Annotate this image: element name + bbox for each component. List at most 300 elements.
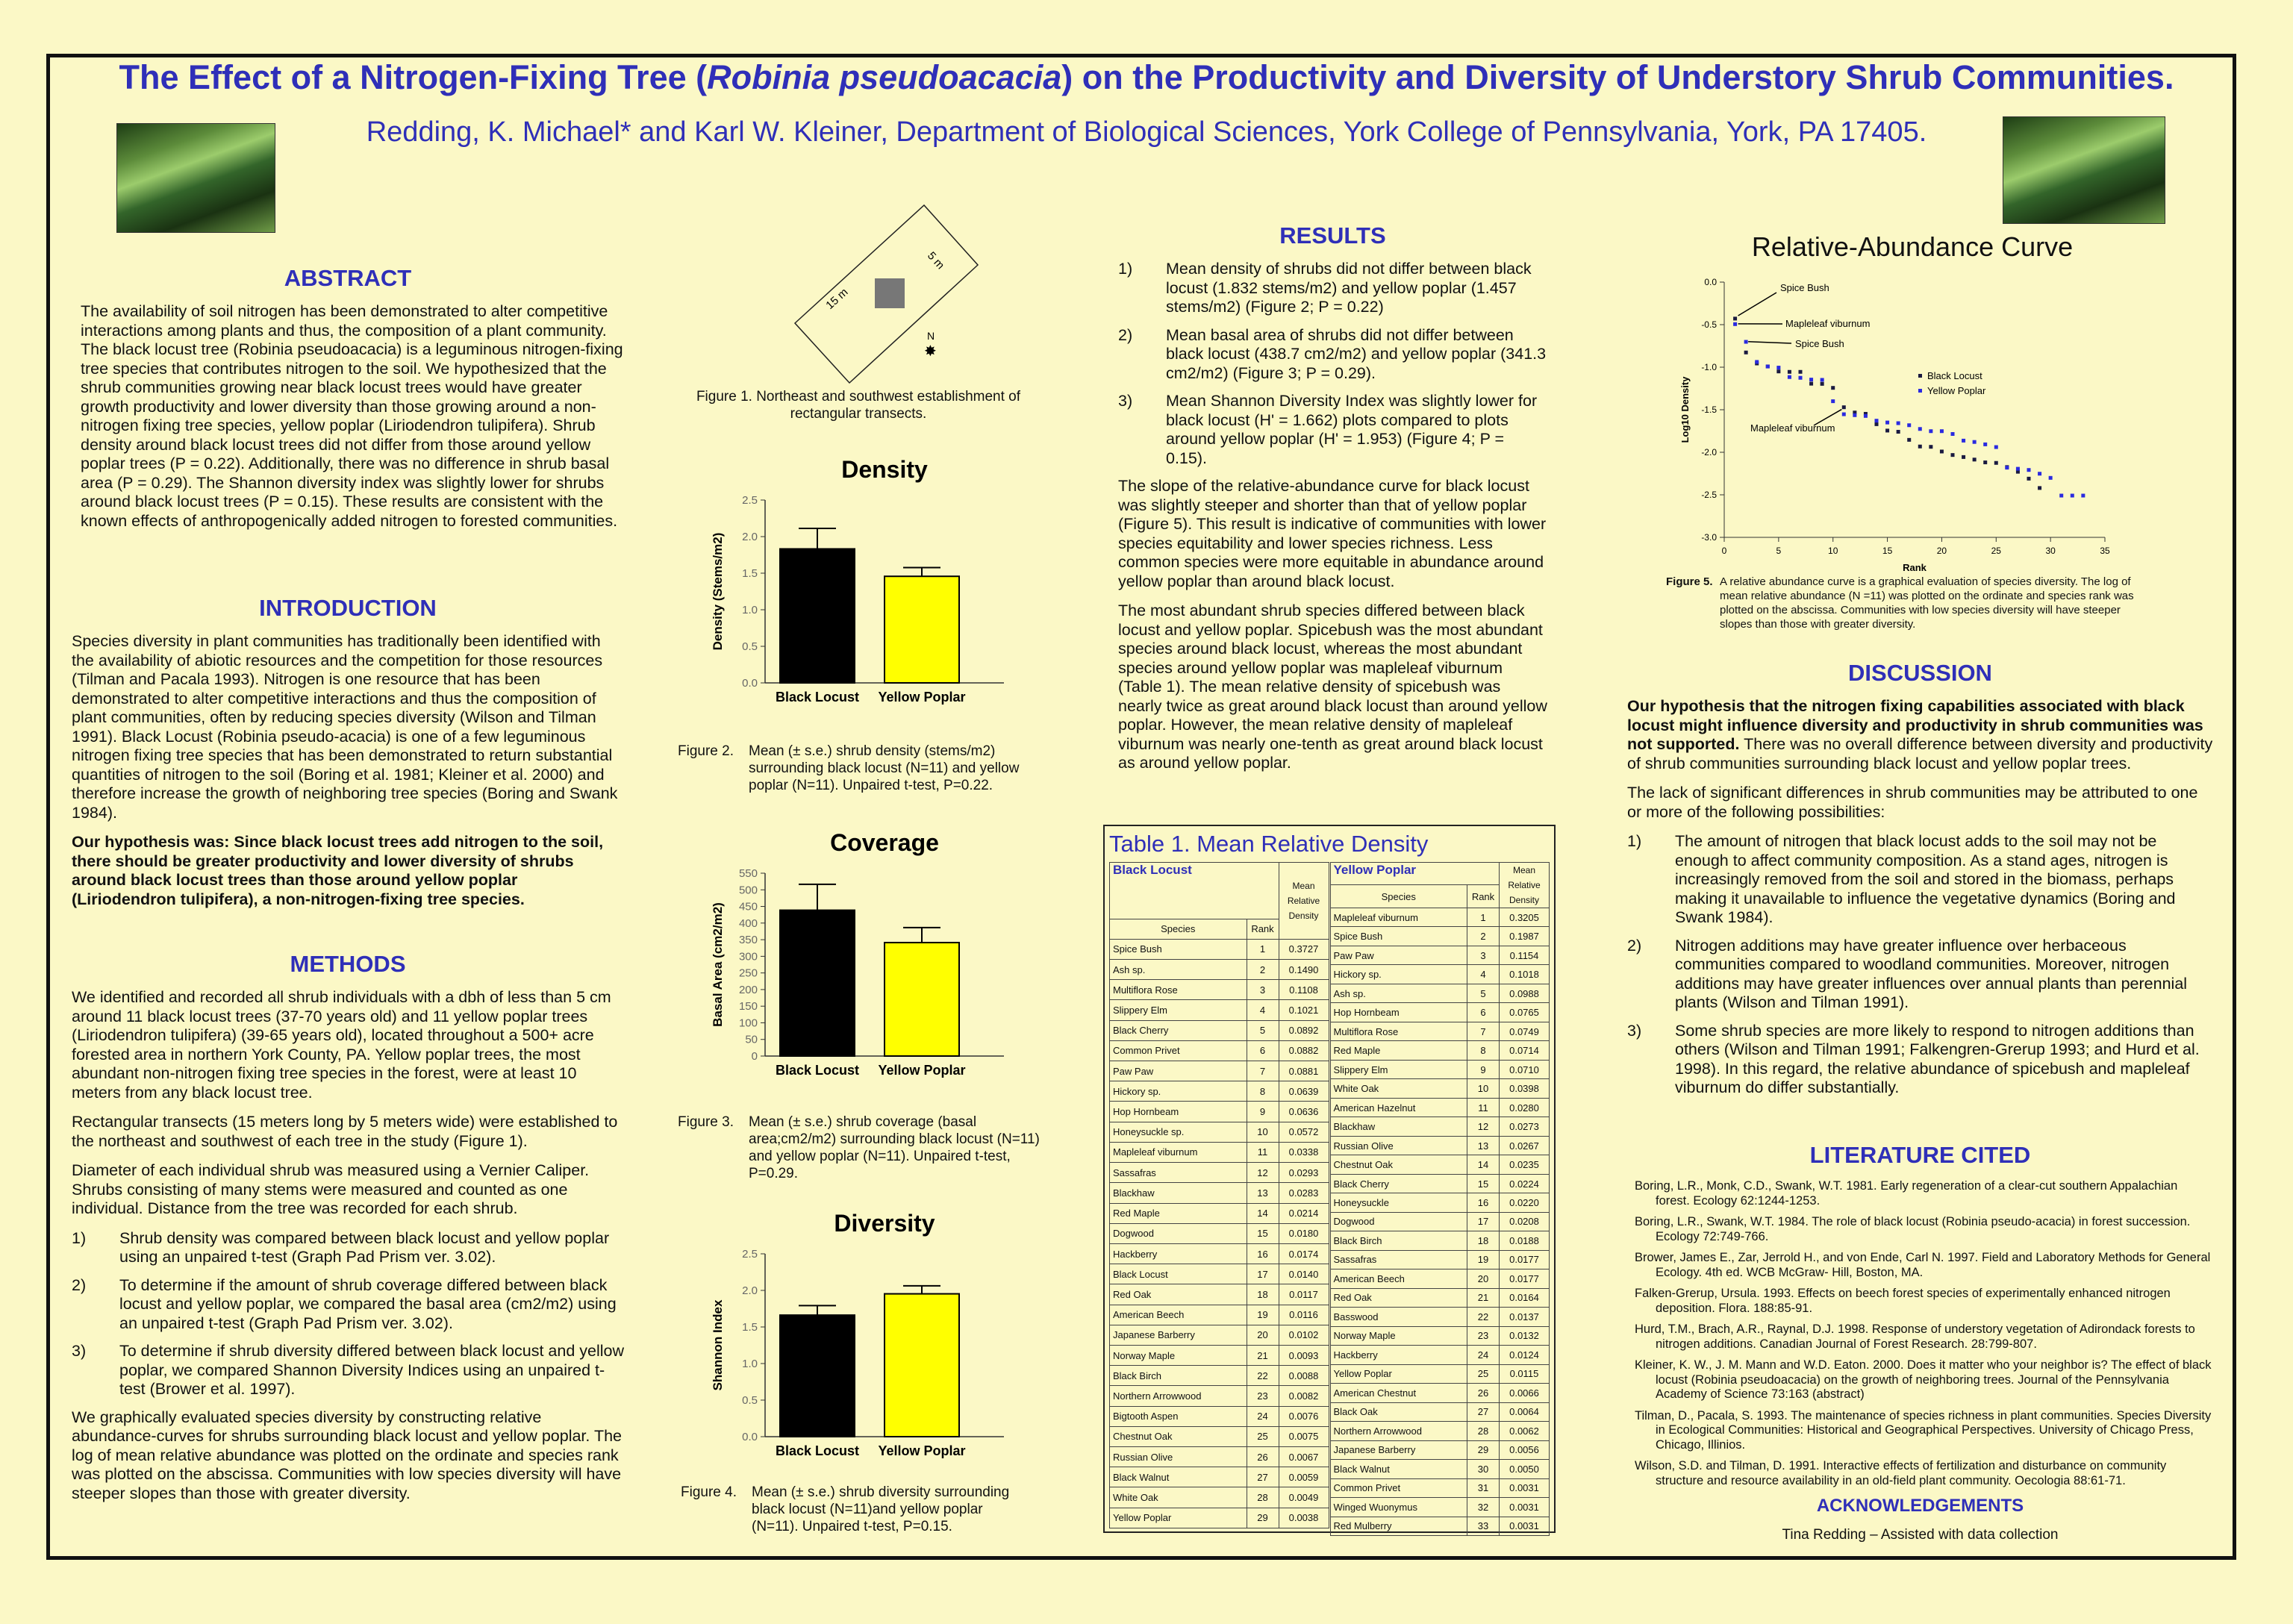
table-row [1330,1155,1550,1174]
table-row [1330,1117,1550,1136]
table-row [1110,1183,1329,1203]
data-point [1973,457,1977,461]
y-tick-label: 450 [738,900,758,914]
y-tick-label: 150 [738,1000,758,1014]
fig2-caption: Figure 2. Mean (± s.e.) shrub density (stems/m2) surrounding black locust (N=11) and yellow poplar (N=11). Unpaired t-test, P=0.22. [678,743,1020,793]
data-point [1940,449,1944,453]
density-cell: 0.0056 [1500,1440,1550,1459]
density-cell: 0.0293 [1279,1163,1329,1183]
density-cell: 0.1154 [1500,946,1550,964]
acknowledgements-text: Tina Redding – Assisted with data collection [1782,1527,2059,1543]
y-tick-label: 550 [738,867,758,880]
density-cell: 0.0067 [1279,1446,1329,1467]
data-point [1788,375,1791,379]
rank-cell: 18 [1467,1231,1500,1250]
species-cell: White Oak [1110,1487,1247,1508]
reference-item: Wilson, S.D. and Tilman, D. 1991. Interactive effects of fertilization and disturbance on community structure and resource availability in an old-field plant community. Oecologia 88:61-71. [1635,1459,2167,1487]
table-row [1330,1460,1550,1478]
table-row [1110,1426,1329,1446]
y-tick-label: 2.5 [742,494,758,507]
rank-cell: 12 [1467,1117,1500,1136]
density-cell: 0.0636 [1279,1102,1329,1122]
density-cell: 0.0076 [1279,1406,1329,1426]
table-row [1110,1406,1329,1426]
rank-cell: 6 [1467,1003,1500,1022]
chart-title: Coverage [830,829,939,856]
density-cell: 0.3205 [1500,908,1550,927]
x-tick-label: 30 [2045,546,2056,556]
species-cell: Black Cherry [1330,1174,1467,1193]
rank-cell: 18 [1247,1284,1279,1305]
species-cell: Japanese Barberry [1110,1325,1247,1345]
density-cell: 0.1018 [1500,965,1550,984]
rank-cell: 2 [1467,927,1500,946]
density-cell: 0.0749 [1500,1022,1550,1040]
y-tick-label: -1.5 [1701,405,1717,415]
species-cell: Hop Hornbeam [1110,1102,1247,1122]
table-row [1330,1326,1550,1345]
species-cell: Hackberry [1330,1346,1467,1364]
bar [780,549,855,683]
forest-photo-left [116,123,275,233]
table-row [1110,1467,1329,1487]
results-item: 3) Mean Shannon Diversity Index was slightly lower for black locust (H' = 1.662) plots compared to plots around yellow poplar (H' = 1.953) (Figure 4; P = 0.15). [1118,392,1538,467]
abstract-section [72,265,624,531]
results-p1: The slope of the relative-abundance curve for black locust was slightly steeper and shorter than that of yellow poplar (Figure 5). This result is indicative of communities with lower species equitability and lower species richness. Less common species were more equitable in abundance around yellow poplar than around black locust. [1118,477,1547,590]
table-row [1330,1041,1550,1060]
discussion-item: 3) Some shrub species are more likely to respond to nitrogen additions than others (Wilson and Tilman 1991; Falkengren-Grerup 1993; and Hurd et al. 1998). In this regard, the relative abundance of spicebush and mapleleaf viburnum do differ substantially. [1627,1021,2200,1096]
compass-icon: ✸ [924,343,937,360]
table-row [1330,1517,1550,1536]
table-row [1110,1325,1329,1345]
table-row [1330,1174,1550,1193]
rank-cell: 31 [1467,1478,1500,1497]
species-cell: Dogwood [1110,1223,1247,1243]
species-cell: Black Cherry [1110,1020,1247,1040]
table-row [1330,1422,1550,1440]
table-row [1110,1223,1329,1243]
table-row [1110,1102,1329,1122]
species-cell: Norway Maple [1110,1345,1247,1365]
density-cell: 0.0714 [1500,1041,1550,1060]
y-tick-label: 0 [751,1050,758,1063]
rank-cell: 33 [1467,1517,1500,1536]
annotation-mapleleaf: Mapleleaf viburnum [1785,318,1871,329]
data-point [1809,382,1813,386]
bar [885,576,959,683]
rank-cell: 20 [1467,1269,1500,1288]
data-point [1983,443,1987,446]
transect-width-label: 5 m [925,249,947,272]
poster-title: The Effect of a Nitrogen-Fixing Tree (Robinia pseudoacacia) on the Productivity and Diversity of Understory Shrub Communities. [119,58,2174,96]
rank-cell: 7 [1247,1061,1279,1081]
reference-item: Falken-Grerup, Ursula. 1993. Effects on beech forest species of experimentally enhanced nitrogen deposition. Flora. 188:85-91. [1635,1287,2171,1315]
rank-cell: 30 [1467,1460,1500,1478]
relative-abundance-chart [1672,269,2135,573]
authors: Redding, K. Michael* and Karl W. Kleiner, Department of Biological Sciences, York College of Pennsylvania, York, PA 17405. [366,116,1927,148]
table-row [1330,1060,1550,1078]
category-label: Yellow Poplar [878,1443,966,1458]
species-cell: Red Maple [1110,1203,1247,1223]
table-row [1330,984,1550,1002]
rank-cell: 3 [1467,946,1500,964]
data-point [1799,376,1803,380]
data-point [1776,369,1780,373]
rank-cell: 9 [1247,1102,1279,1122]
rank-cell: 26 [1247,1446,1279,1467]
species-cell: Slippery Elm [1110,1000,1247,1020]
data-point [1973,440,1977,444]
chart-title: Diversity [834,1210,935,1237]
table-row [1330,1384,1550,1402]
table-row [1330,946,1550,964]
species-cell: Hop Hornbeam [1330,1003,1467,1022]
density-cell: 0.0398 [1500,1079,1550,1098]
table-row [1110,1000,1329,1020]
literature-section [1627,1142,2213,1543]
discussion-p1: Our hypothesis that the nitrogen fixing capabilities associated with black locust might influence diversity and productivity in shrub communities was not supported. There was no overall difference between diversity and productivity of shrub communities surrounding black locust and yellow poplar trees. [1627,697,2213,772]
data-point [1951,453,1955,457]
data-point [1940,429,1944,433]
density-cell: 0.0280 [1500,1098,1550,1116]
table-row [1330,1212,1550,1231]
rank-cell: 3 [1247,980,1279,1000]
density-cell: 0.0273 [1500,1117,1550,1136]
rank-cell: 11 [1467,1098,1500,1116]
y-tick-label: 1.5 [742,1321,758,1334]
species-cell: Ash sp. [1110,960,1247,980]
table-row [1330,927,1550,946]
methods-p3: Diameter of each individual shrub was measured using a Vernier Caliper. Shrubs consisting of many stems were measured and counted as one individual. Distance from the tree was recorded for each shrub. [72,1161,590,1217]
rank-cell: 27 [1247,1467,1279,1487]
rank-cell: 15 [1467,1174,1500,1193]
coverage-chart [676,821,1019,1082]
species-cell: Blackhaw [1330,1117,1467,1136]
rank-cell: 4 [1467,965,1500,984]
density-cell: 0.0881 [1279,1061,1329,1081]
table-row [1330,1440,1550,1459]
data-point [1788,370,1791,374]
density-cell: 0.0235 [1500,1155,1550,1174]
results-heading: RESULTS [1279,222,1386,249]
density-cell: 0.0214 [1279,1203,1329,1223]
table1-title: Table 1. Mean Relative Density [1109,831,1429,857]
table1 [1103,825,1556,1533]
rank-cell: 22 [1467,1308,1500,1326]
rank-cell: 27 [1467,1402,1500,1421]
table-row [1330,965,1550,984]
x-tick-label: 0 [1721,546,1727,556]
x-axis-label: Rank [1903,562,1927,573]
table-row [1110,1264,1329,1284]
rank-cell: 10 [1467,1079,1500,1098]
rank-cell: 16 [1467,1193,1500,1212]
diversity-chart [676,1202,1019,1463]
density-cell: 0.0267 [1500,1136,1550,1155]
discussion-item: 2) Nitrogen additions may have greater influence over herbaceous communities compared to woodland communities. Moreover, nitrogen additions may have greater influences over annual plants than perennial plants (Wilson and Tilman 1991). [1627,936,2188,1011]
discussion-heading: DISCUSSION [1848,660,1992,686]
fig4-caption: Figure 4. Mean (± s.e.) shrub diversity surrounding black locust (N=11)and yellow poplar (N=11). Unpaired t-test, P=0.15. [681,1484,1010,1534]
data-point [1962,439,1965,443]
data-point [1907,438,1911,442]
table-row [1330,1269,1550,1288]
category-label: Black Locust [775,1063,860,1078]
table-row [1110,1345,1329,1365]
data-point [2059,494,2063,498]
rank-cell: 23 [1247,1386,1279,1406]
density-cell: 0.0572 [1279,1122,1329,1142]
bar [885,1294,959,1437]
species-cell: Basswood [1330,1308,1467,1326]
rank-cell: 1 [1247,939,1279,959]
y-tick-label: -2.0 [1701,447,1717,457]
density-cell: 0.0062 [1500,1422,1550,1440]
results-section [1118,222,1547,784]
table-row [1110,1243,1329,1264]
category-label: Yellow Poplar [878,1063,966,1078]
data-point [1929,429,1932,433]
x-tick-label: 5 [1776,546,1782,556]
rank-cell: 4 [1247,1000,1279,1020]
x-tick-label: 15 [1882,546,1893,556]
results-item: 1) Mean density of shrubs did not differ between black locust (1.832 stems/m2) and yellow poplar (1.457 stems/m2) (Figure 2; P = 0.22) [1118,260,1532,316]
rank-cell: 21 [1247,1345,1279,1365]
table-row [1110,1020,1329,1040]
data-point [1918,427,1922,431]
category-label: Black Locust [775,1443,860,1458]
reference-item: Brower, James E., Zar, Jerrold H., and von Ende, Carl N. 1997. Field and Laboratory Methods for General Ecology. 4th ed. WCB McGraw- Hill, Boston, MA. [1635,1251,2211,1279]
table-row [1330,1193,1550,1212]
species-cell: Multiflora Rose [1330,1022,1467,1040]
rank-cell: 13 [1467,1136,1500,1155]
legend-marker [1918,389,1922,393]
density-cell: 0.1108 [1279,980,1329,1000]
table-row [1330,1402,1550,1421]
y-tick-label: 500 [738,884,758,897]
data-point [1983,460,1987,464]
bar [885,943,959,1056]
rank-cell: 19 [1467,1250,1500,1269]
category-label: Black Locust [775,690,860,705]
chart-title: Density [841,456,928,483]
y-tick-label: 100 [738,1016,758,1030]
y-axis-label: Log10 Density [1679,376,1691,443]
species-cell: Black Birch [1330,1231,1467,1250]
data-point [2081,494,2085,498]
rank-cell: 13 [1247,1183,1279,1203]
data-point [1897,430,1900,434]
species-cell: Russian Olive [1330,1136,1467,1155]
data-point [1766,365,1770,369]
methods-p1: We identified and recorded all shrub individuals with a dbh of less than 5 cm around 11 black locust trees (37-70 years old) and 11 yellow poplar trees (Liriodendron tulipifera) (39-65 years old), located throughout a 500+ acre forested area in northern York County, PA. Yellow poplar trees, the most abundant non-nitrogen fixing tree species in the forest, were at least 10 meters from any black locust tree. [72,988,611,1102]
data-point [1962,455,1965,459]
rank-cell: 28 [1247,1487,1279,1508]
table-row [1330,1250,1550,1269]
methods-item: 2) To determine if the amount of shrub coverage differed between black locust and yellow poplar, we compared the basal area (cm2/m2) using an unpaired t-test (Graph Pad Prism ver. 3.02). [72,1275,617,1332]
transect-length-label: 15 m [823,286,851,312]
y-tick-label: -0.5 [1701,319,1717,330]
abstract-heading: ABSTRACT [284,265,412,291]
y-tick-label: 350 [738,934,758,947]
data-point [1842,405,1846,409]
data-point [1907,423,1911,427]
table-row [1330,1478,1550,1497]
density-cell: 0.0075 [1279,1426,1329,1446]
y-tick-label: 50 [745,1033,758,1046]
density-cell: 0.0066 [1500,1384,1550,1402]
density-cell: 0.3727 [1279,939,1329,959]
rank-cell: 25 [1467,1364,1500,1383]
table-row [1330,1079,1550,1098]
density-cell: 0.0177 [1500,1269,1550,1288]
x-tick-label: 35 [2100,546,2110,556]
species-cell: Russian Olive [1110,1446,1247,1467]
legend-label: Black Locust [1927,370,1982,381]
species-cell: Red Oak [1330,1288,1467,1307]
reference-item: Tilman, D., Pacala, S. 1993. The maintenance of species richness in plant communities. Species Diversity in Ecological Communities: Historical and Geographical Perspectives. University of Chicago Press, Chicago, Illinios. [1635,1408,2212,1452]
y-tick-label: 1.0 [742,1358,758,1370]
table-row [1110,1508,1329,1528]
reference-item: Hurd, T.M., Brach, A.R., Raynal, D.J. 1998. Response of understory vegetation of Adirondack forests to nitrogen additions. Canadian Journal of Forest Research. 28:799-807. [1635,1322,2195,1351]
table-row [1110,1163,1329,1183]
species-cell: Yellow Poplar [1110,1508,1247,1528]
discussion-p2: The lack of significant differences in shrub communities may be attributed to one or more of the following possibilities: [1627,784,2198,821]
methods-heading: METHODS [290,951,406,977]
table-row [1110,1284,1329,1305]
density-cell: 0.0892 [1279,1020,1329,1040]
y-tick-label: -1.0 [1701,362,1717,372]
data-point [2071,494,2074,498]
density-cell: 0.0765 [1500,1003,1550,1022]
table-row [1330,1308,1550,1326]
rank-cell: 10 [1247,1122,1279,1142]
density-chart [676,448,1019,709]
table-row [1110,1366,1329,1386]
table-row [1330,1364,1550,1383]
y-tick-label: 250 [738,966,758,980]
data-point [1853,413,1856,417]
tree-marker [875,278,905,308]
species-cell: American Hazelnut [1330,1098,1467,1116]
literature-heading: LITERATURE CITED [1809,1142,2031,1168]
data-point [1831,399,1835,403]
table-row [1110,1203,1329,1223]
bar [780,911,855,1056]
data-point [1776,366,1780,369]
species-cell: Red Mulberry [1330,1517,1467,1536]
species-cell: Ash sp. [1330,984,1467,1002]
fig5-title: Relative-Abundance Curve [1751,231,2074,262]
density-cell: 0.0124 [1500,1346,1550,1364]
introduction-heading: INTRODUCTION [259,595,437,621]
density-cell: 0.1021 [1279,1000,1329,1020]
table-row [1330,1346,1550,1364]
y-tick-label: 0.0 [1704,277,1717,287]
rank-cell: 6 [1247,1040,1279,1061]
y-tick-label: -2.5 [1701,490,1717,500]
species-cell: Common Privet [1330,1478,1467,1497]
reference-item: Boring, L.R., Monk, C.D., Swank, W.T. 1981. Early regeneration of a clear-cut southern Appalachian forest. Ecology 62:1244-1253. [1635,1179,2178,1208]
fig1-caption: Figure 1. Northeast and southwest establishment of rectangular transects. [696,389,1021,422]
rank-cell: 28 [1467,1422,1500,1440]
species-cell: American Beech [1330,1269,1467,1288]
species-cell: Paw Paw [1110,1061,1247,1081]
category-label: Yellow Poplar [878,690,966,705]
table-row [1110,1386,1329,1406]
data-point [1755,360,1759,363]
y-tick-label: 0.5 [742,1394,758,1407]
table-row [1110,1040,1329,1061]
species-cell: Yellow Poplar [1330,1364,1467,1383]
rank-cell: 22 [1247,1366,1279,1386]
black-locust-table: Black Locust Mean Relative Density Species Rank Spice Bush 1 0.3727 Ash sp. 2 0.1490 Multiflora Rose 3 0.1108 Slippery Elm 4 0.1021 Black Cherry 5 0.0892 Common Privet 6 0.0882 Paw Paw 7 0.0881 Hickory sp. 8 0.0639 Hop Hornbeam 9 0.0636 Honeysuckle sp. 10 0.0572 Mapleleaf viburnum 11 0.0338 Sassafras 12 0.0293 Blackhaw 13 0.0283 Red Maple 14 0.0214 Dogwood 15 0.0180 Hackberry 16 0.0174 Black Locust 17 0.0140 Red Oak 18 0.0117 American Beech 19 0.0116 Japanese Barberry 20 0.0102 Norway Maple 21 0.0093 Black Birch 22 0.0088 Northern Arrowwood 23 0.0082 Bigtooth Aspen 24 0.0076 Chestnut Oak 25 0.0075 Russian Olive 26 0.0067 Black Walnut 27 0.0059 White Oak 28 0.0049 Yellow Poplar 29 0.0038 [1109,862,1329,1528]
species-cell: Spice Bush [1330,927,1467,946]
rank-cell: 8 [1247,1081,1279,1102]
annotation-arrow [1738,293,1776,316]
annotation-spice-bush: Spice Bush [1795,338,1844,349]
reference-item: Kleiner, K. W., J. M. Mann and W.D. Eaton. 2000. Does it matter who your neighbor is? The effect of black locust (Robinia pseudoacacia) on the growth of neighboring trees. Journal of the Pennsylvania Academy of Science 73:163 (abstract) [1635,1358,2212,1401]
species-cell: American Chestnut [1330,1384,1467,1402]
rank-cell: 21 [1467,1288,1500,1307]
data-point [1799,370,1803,374]
density-cell: 0.0208 [1500,1212,1550,1231]
rank-cell: 23 [1467,1326,1500,1345]
species-cell: Black Walnut [1110,1467,1247,1487]
species-cell: Common Privet [1110,1040,1247,1061]
data-point [1733,322,1737,326]
table-row [1110,1081,1329,1102]
species-cell: Red Oak [1110,1284,1247,1305]
density-cell: 0.0164 [1500,1288,1550,1307]
bar [780,1315,855,1437]
species-cell: Japanese Barberry [1330,1440,1467,1459]
density-cell: 0.1490 [1279,960,1329,980]
results-item: 2) Mean basal area of shrubs did not differ between black locust (438.7 cm2/m2) and yellow poplar (341.3 cm2/m2) (Figure 3; P = 0.29). [1118,325,1547,382]
density-cell: 0.0115 [1500,1364,1550,1383]
data-point [1994,461,1998,465]
data-point [2038,486,2041,490]
rank-cell: 15 [1247,1223,1279,1243]
data-point [1809,378,1813,381]
fig5-caption: Figure 5. A relative abundance curve is a graphical evaluation of species diversity. The log of mean relative abundance (N =11) was plotted on the ordinate and species rank was plotted on the abscissa. Communities with low species diversity will have steeper slopes than those with greater diversity. [1666,575,2134,631]
rank-cell: 11 [1247,1142,1279,1162]
rank-cell: 29 [1247,1508,1279,1528]
introduction-p1: Species diversity in plant communities has traditionally been identified with the availability of abiotic resources and the competition for those resources (Tilman and Pacala 1993). Nitrogen is one resource that has been demonstrated to alter competitive interactions and thus the composition of plant communities, often by reducing species diversity (Wilson and Tilman 1991). Black Locust (Robinia pseudo-acacia) is one of a few leguminous nitrogen fixing tree species that has been demonstrated to return substantial quantities of nitrogen to the soil (Boring et al. 1981; Kleiner et al. 2000) and therefore increase the growth of neighboring tree species (Boring and Swank 1984). [72,632,618,822]
species-cell: Winged Wuonymus [1330,1498,1467,1517]
data-point [1821,382,1824,386]
data-point [1744,351,1748,355]
data-point [1821,378,1824,381]
discussion-item: 1) The amount of nitrogen that black locust adds to the soil may not be enough to affect community composition. As a stand ages, nitrogen is increasingly removed from the soil and stored in the biomass, perhaps making it unavailable to influence the vegetative dynamics (Boring and Swank 1984). [1627,832,2176,926]
species-cell: Northern Arrowwood [1330,1422,1467,1440]
rank-cell: 17 [1247,1264,1279,1284]
data-point [1864,414,1868,418]
x-tick-label: 10 [1828,546,1838,556]
density-cell: 0.0050 [1500,1460,1550,1478]
species-cell: White Oak [1330,1079,1467,1098]
y-tick-label: -3.0 [1701,532,1717,543]
table-row [1330,1098,1550,1116]
y-tick-label: 1.0 [742,604,758,616]
density-cell: 0.0220 [1500,1193,1550,1212]
rank-cell: 12 [1247,1163,1279,1183]
methods-item: 1) Shrub density was compared between black locust and yellow poplar using an unpaired t-test (Graph Pad Prism ver. 3.02). [72,1228,610,1266]
introduction-section [72,595,624,919]
density-cell: 0.0177 [1500,1250,1550,1269]
species-cell: Black Birch [1110,1366,1247,1386]
species-cell: Blackhaw [1110,1183,1247,1203]
density-cell: 0.0174 [1279,1243,1329,1264]
